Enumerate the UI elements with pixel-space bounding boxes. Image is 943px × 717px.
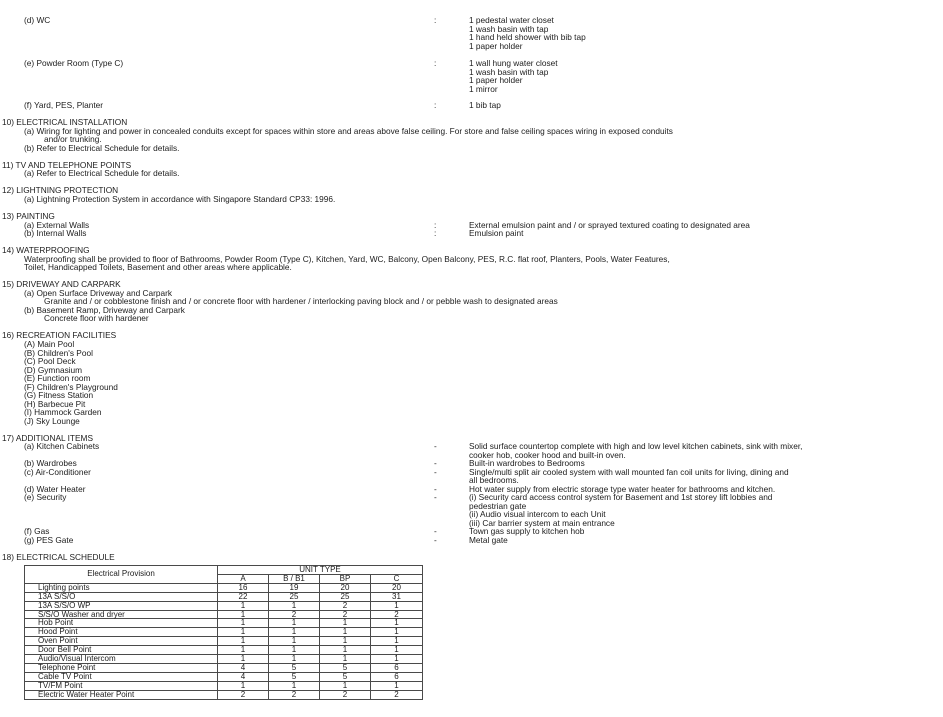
provision-count: 2	[371, 690, 423, 699]
provision-count: 5	[320, 672, 371, 681]
provision-count: 1	[218, 610, 269, 619]
colon-separator: :	[434, 58, 437, 68]
provision-count: 1	[320, 646, 371, 655]
provision-count: 25	[320, 592, 371, 601]
fitting-items	[469, 101, 501, 110]
provision-name: Telephone Point	[25, 663, 218, 672]
section-14-line-2: Toilet, Handicapped Toilets, Basement and other areas where applicable.	[24, 262, 292, 272]
recreation-facilities-list	[24, 340, 118, 425]
unit-type-c: C	[371, 574, 423, 583]
table-row	[25, 690, 423, 699]
provision-name: Hob Point	[25, 619, 218, 628]
unit-type-b-b1: B / B1	[269, 574, 320, 583]
recreation-facility-item: (H) Barbecue Pit	[24, 398, 86, 409]
provision-count: 6	[371, 672, 423, 681]
additional-item-label: (e) Security	[24, 492, 67, 502]
fitting-item: 1 paper holder	[469, 75, 523, 85]
additional-item-label: (b) Wardrobes	[24, 458, 77, 468]
provision-count: 1	[320, 619, 371, 628]
dash-separator: -	[434, 441, 437, 451]
fitting-item: 1 hand held shower with bib tap	[469, 32, 586, 42]
provision-count: 5	[269, 672, 320, 681]
unit-type-bp: BP	[320, 574, 371, 583]
provision-count: 25	[269, 592, 320, 601]
fitting-items	[469, 59, 558, 93]
additional-item-value: pedestrian gate	[469, 500, 527, 511]
provision-count: 2	[269, 610, 320, 619]
section-17-heading: 17) ADDITIONAL ITEMS	[2, 433, 93, 443]
provision-count: 1	[218, 655, 269, 664]
additional-item-value: (iii) Car barrier system at main entrance	[469, 517, 615, 528]
dash-separator: -	[434, 526, 437, 536]
section-11-heading: 11) TV AND TELEPHONE POINTS	[2, 160, 132, 170]
provision-count: 2	[320, 601, 371, 610]
provision-count: 1	[269, 681, 320, 690]
table-row	[25, 681, 423, 690]
provision-count: 1	[371, 646, 423, 655]
provision-count: 1	[218, 637, 269, 646]
fitting-item: 1 wash basin with tap	[469, 66, 549, 77]
additional-item-label: (d) Water Heater	[24, 483, 86, 494]
additional-item-value: Town gas supply to kitchen hob	[469, 526, 585, 536]
section-15-item-a: (a) Open Surface Driveway and Carpark	[24, 288, 173, 298]
fitting-item: 1 bib tap	[469, 100, 501, 110]
table-row	[25, 583, 423, 592]
table-row	[25, 672, 423, 681]
fitting-label: (d) WC	[24, 15, 51, 25]
recreation-facility-item: (F) Children's Playground	[24, 381, 118, 392]
section-13-heading: 13) PAINTING	[2, 211, 55, 221]
provision-count: 1	[320, 655, 371, 664]
unit-type-header: UNIT TYPE	[218, 566, 423, 575]
dash-separator	[434, 502, 437, 511]
fitting-label: (e) Powder Room (Type C)	[24, 58, 124, 68]
dash-separator: -	[434, 458, 437, 468]
colon-separator: :	[434, 228, 437, 238]
dash-separator: -	[434, 492, 437, 502]
provision-count: 5	[320, 663, 371, 672]
provision-name: Audio/Visual Intercom	[25, 655, 218, 664]
provision-count: 1	[371, 655, 423, 664]
provision-count: 1	[371, 619, 423, 628]
provision-name: Hood Point	[25, 628, 218, 637]
provision-count: 4	[218, 672, 269, 681]
fitting-items	[469, 16, 586, 50]
section-15-item-a-detail: Granite and / or cobblestone finish and / or concrete floor with hardener / interlocking paving block and / or pebble wash to designated areas	[44, 296, 558, 306]
recreation-facility-item: (B) Children's Pool	[24, 347, 93, 358]
provision-count: 1	[269, 637, 320, 646]
additional-item-label	[24, 502, 99, 511]
fitting-item: 1 paper holder	[469, 40, 523, 51]
provision-count: 1	[269, 628, 320, 637]
additional-item-label: (a) Kitchen Cabinets	[24, 441, 100, 451]
provision-count: 1	[320, 628, 371, 637]
provision-count: 2	[371, 610, 423, 619]
section-12-heading: 12) LIGHTNING PROTECTION	[2, 185, 119, 195]
dash-separator: -	[434, 466, 437, 477]
recreation-facility-item: (A) Main Pool	[24, 339, 75, 349]
table-row	[25, 619, 423, 628]
fitting-item: 1 pedestal water closet	[469, 15, 554, 25]
table-row	[25, 601, 423, 610]
provision-count: 1	[371, 681, 423, 690]
additional-items-dashes	[434, 442, 437, 544]
provision-name: 13A S/S/O	[25, 592, 218, 601]
recreation-facility-item: (C) Pool Deck	[24, 356, 76, 366]
provision-count: 2	[218, 690, 269, 699]
colon-separator: :	[434, 15, 437, 25]
additional-item-label	[24, 510, 99, 519]
provision-count: 1	[269, 655, 320, 664]
provision-count: 1	[371, 601, 423, 610]
provision-count: 1	[218, 681, 269, 690]
additional-item-value: Metal gate	[469, 534, 508, 545]
table-row	[25, 592, 423, 601]
painting-internal-label: (b) Internal Walls	[24, 228, 87, 238]
fitting-item: 1 wash basin with tap	[469, 23, 549, 34]
section-10-line-a-cont: and/or trunking.	[44, 134, 102, 144]
section-14-line-1: Waterproofing shall be provided to floor of Bathrooms, Powder Room (Type C), Kitchen, Yard, WC, Balcony, Open Balcony, PES, R.C. flat roof, Planters, Pools, Water Features,	[24, 254, 670, 264]
provision-count: 1	[320, 681, 371, 690]
dash-separator: -	[434, 534, 437, 545]
additional-item-value: Hot water supply from electric storage type water heater for bathrooms and kitchen.	[469, 483, 776, 494]
provision-count: 31	[371, 592, 423, 601]
section-18-heading: 18) ELECTRICAL SCHEDULE	[2, 552, 115, 562]
provision-count: 4	[218, 663, 269, 672]
additional-item-value: all bedrooms.	[469, 475, 519, 485]
provision-count: 16	[218, 583, 269, 592]
provision-count: 1	[218, 646, 269, 655]
additional-item-label: (g) PES Gate	[24, 534, 74, 545]
additional-item-value: Built-in wardrobes to Bedrooms	[469, 458, 585, 468]
additional-item-value: Single/multi split air cooled system with wall mounted fan coil units for living, dining and	[469, 466, 789, 477]
provision-name: Electric Water Heater Point	[25, 690, 218, 699]
provision-count: 1	[218, 619, 269, 628]
fitting-item: 1 mirror	[469, 83, 498, 94]
recreation-facility-item: (G) Fitness Station	[24, 390, 94, 400]
provision-count: 20	[371, 583, 423, 592]
painting-external-label: (a) External Walls	[24, 220, 90, 230]
provision-count: 2	[320, 690, 371, 699]
colon-separator: :	[434, 100, 437, 110]
provision-name: Cable TV Point	[25, 672, 218, 681]
fitting-item: 1 wall hung water closet	[469, 58, 558, 68]
provision-name: TV/FM Point	[25, 681, 218, 690]
dash-separator: -	[434, 483, 437, 494]
additional-item-value: cooker hob, cooker hood and built-in oven.	[469, 449, 626, 460]
provision-name: 13A S/S/O WP	[25, 601, 218, 610]
table-row	[25, 628, 423, 637]
section-12-line: (a) Lightning Protection System in accordance with Singapore Standard CP33: 1996.	[24, 194, 336, 204]
dash-separator	[434, 510, 437, 519]
section-15-item-b: (b) Basement Ramp, Driveway and Carpark	[24, 305, 185, 315]
additional-item-value: Solid surface countertop complete with high and low level kitchen cabinets, sink with mixer,	[469, 441, 803, 451]
provision-count: 6	[371, 663, 423, 672]
provision-count: 22	[218, 592, 269, 601]
provision-name: Door Bell Point	[25, 646, 218, 655]
table-row	[25, 610, 423, 619]
unit-type-a: A	[218, 574, 269, 583]
fitting-label: (f) Yard, PES, Planter	[24, 100, 104, 110]
provision-count: 5	[269, 663, 320, 672]
additional-items-labels	[24, 442, 99, 544]
painting-external-value: External emulsion paint and / or sprayed textured coating to designated area	[469, 220, 750, 230]
provision-count: 19	[269, 583, 320, 592]
recreation-facility-item: (I) Hammock Garden	[24, 407, 102, 417]
provision-count: 1	[371, 628, 423, 637]
provision-count: 20	[320, 583, 371, 592]
provision-count: 1	[218, 601, 269, 610]
additional-item-value: (ii) Audio visual intercom to each Unit	[469, 509, 606, 519]
additional-items-values	[469, 442, 802, 544]
additional-item-label: (f) Gas	[24, 526, 50, 536]
section-15-heading: 15) DRIVEWAY AND CARPARK	[2, 279, 121, 289]
provision-count: 2	[269, 690, 320, 699]
provision-count: 2	[320, 610, 371, 619]
colon-separator: :	[434, 220, 437, 230]
electrical-schedule-body	[25, 583, 423, 699]
section-16-heading: 16) RECREATION FACILITIES	[2, 330, 117, 340]
section-14-heading: 14) WATERPROOFING	[2, 245, 90, 255]
additional-item-value: (i) Security card access control system for Basement and 1st storey lift lobbies and	[469, 492, 773, 502]
provision-count: 1	[320, 637, 371, 646]
electrical-schedule-table	[24, 565, 423, 700]
section-10-heading: 10) ELECTRICAL INSTALLATION	[2, 117, 128, 127]
provision-count: 1	[269, 601, 320, 610]
electrical-provision-header: Electrical Provision	[25, 566, 218, 584]
painting-internal-value: Emulsion paint	[469, 228, 524, 238]
section-10-line-b: (b) Refer to Electrical Schedule for details.	[24, 143, 180, 153]
recreation-facility-item: (D) Gymnasium	[24, 364, 83, 375]
provision-count: 1	[218, 628, 269, 637]
provision-name: Lighting points	[25, 583, 218, 592]
section-11-line: (a) Refer to Electrical Schedule for details.	[24, 168, 180, 178]
provision-count: 1	[269, 619, 320, 628]
provision-name: S/S/O Washer and dryer	[25, 610, 218, 619]
additional-item-label: (c) Air-Conditioner	[24, 466, 91, 477]
section-15-item-b-detail: Concrete floor with hardener	[44, 313, 149, 323]
provision-count: 1	[371, 637, 423, 646]
recreation-facility-item: (E) Function room	[24, 373, 91, 383]
provision-name: Oven Point	[25, 637, 218, 646]
section-10-line-a: (a) Wiring for lighting and power in concealed conduits except for spaces within store and areas above false ceiling. For store and false ceiling spaces wiring in exposed conduits	[24, 126, 673, 136]
provision-count: 1	[269, 646, 320, 655]
recreation-facility-item: (J) Sky Lounge	[24, 415, 80, 426]
